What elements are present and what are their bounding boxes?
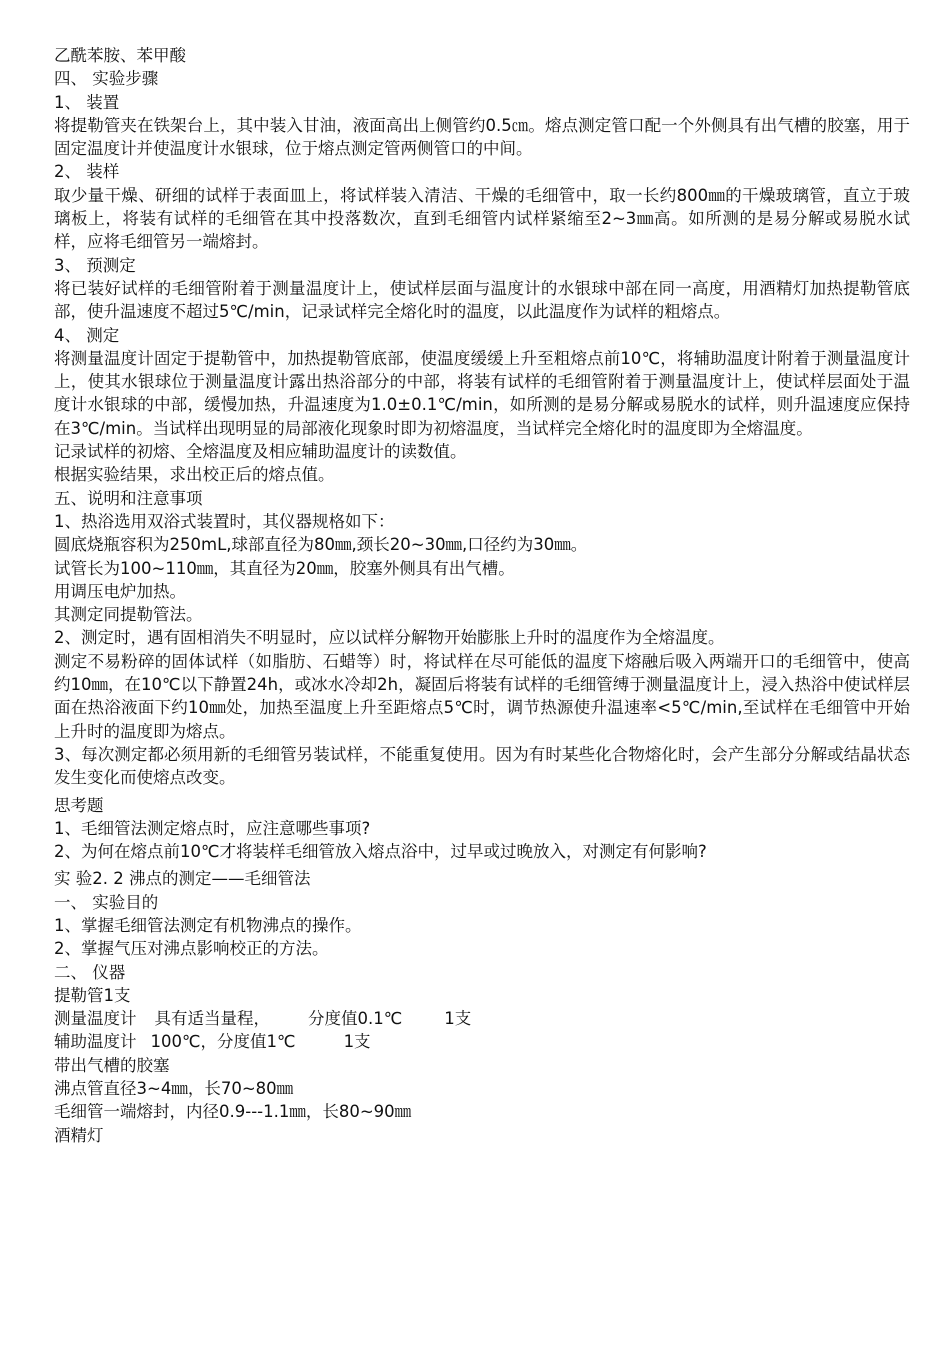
line-flask-spec: 圆底烧瓶容积为250mL,球部直径为80㎜,颈长20~30㎜,口径约为30㎜。 — [54, 535, 588, 555]
heading-procedure: 四、 实验步骤 — [54, 69, 159, 89]
heading-objectives: 一、 实验目的 — [54, 892, 159, 912]
subheading-measurement: 4、 测定 — [54, 325, 120, 345]
instrument-capillary: 毛细管一端熔封，内径0.9---1.1㎜，长80~90㎜ — [54, 1102, 412, 1122]
subheading-sample-loading: 2、 装样 — [54, 162, 120, 182]
instrument-spec: 100℃，分度值1℃ — [150, 1032, 296, 1052]
heading-instruments: 二、 仪器 — [54, 962, 126, 982]
heading-notes: 五、说明和注意事项 — [54, 488, 203, 508]
question-2: 2、为何在熔点前10℃才将装样毛细管放入熔点浴中，过早或过晚放入，对测定有何影响? — [54, 842, 707, 862]
instrument-range: 具有适当量程， — [154, 1009, 270, 1029]
document-page — [54, 44, 910, 1147]
paragraph-apparatus: 将提勒管夹在铁架台上，其中装入甘油，液面高出上侧管约0.5㎝。熔点测定管口配一个外侧具有出气槽的胶塞，用于固定温度计并使温度计水银球，位于熔点测定管两侧管口的中间。 — [54, 115, 910, 159]
instrument-quantity: 1支 — [444, 1009, 472, 1029]
question-1: 1、毛细管法测定熔点时，应注意哪些事项? — [54, 818, 371, 838]
instrument-name: 测量温度计 — [54, 1009, 137, 1029]
heading-questions: 思考题 — [54, 795, 104, 815]
experiment-title: 实 验2. 2 沸点的测定——毛细管法 — [54, 869, 311, 889]
instrument-auxiliary-thermometer — [54, 1030, 910, 1053]
line-record-readings: 记录试样的初熔、全熔温度及相应辅助温度计的读数值。 — [54, 442, 467, 462]
objective-1: 1、掌握毛细管法测定有机物沸点的操作。 — [54, 915, 362, 935]
line-reagents: 乙酰苯胺、苯甲酸 — [54, 46, 186, 65]
paragraph-hard-samples: 测定不易粉碎的固体试样（如脂肪、石蜡等）时，将试样在尽可能低的温度下熔融后吸入两端开口的毛细管中，使高约10㎜，在10℃以下静置24h，或冰水冷却2h，凝固后将装有试样的毛细管缚于测量温度计上，浸入热浴中使试样层面在热浴液面下约10㎜处，加热至温度上升至距熔点5℃时，调节热源使升温速率<5℃/min,至试样在毛细管中开始上升时的温度即为熔点。 — [54, 651, 910, 741]
instrument-name: 辅助温度计 — [54, 1032, 137, 1052]
instrument-measuring-thermometer — [54, 1007, 910, 1030]
line-note-2: 2、测定时，遇有固相消失不明显时，应以试样分解物开始膨胀上升时的温度作为全熔温度。 — [54, 628, 725, 648]
instrument-division: 分度值0.1℃ — [308, 1009, 403, 1029]
instrument-thiele-tube: 提勒管1支 — [54, 985, 131, 1005]
objective-2: 2、掌握气压对沸点影响校正的方法。 — [54, 939, 329, 959]
paragraph-sample-loading: 取少量干燥、研细的试样于表面皿上，将试样装入清洁、干燥的毛细管中，取一长约800㎜的干燥玻璃管，直立于玻璃板上，将装有试样的毛细管在其中投落数次，直到毛细管内试样紧缩至2~3㎜高。如所测的是易分解或易脱水试样，应将毛细管另一端熔封。 — [54, 185, 910, 252]
instrument-stopper: 带出气槽的胶塞 — [54, 1055, 170, 1075]
instrument-quantity: 1支 — [343, 1032, 371, 1052]
paragraph-note-3: 3、每次测定都必须用新的毛细管另装试样，不能重复使用。因为有时某些化合物熔化时，会产生部分分解或结晶状态发生变化而使熔点改变。 — [54, 744, 910, 788]
subheading-apparatus: 1、 装置 — [54, 92, 120, 112]
instrument-boiling-tube: 沸点管直径3~4㎜，长70~80㎜ — [54, 1079, 294, 1099]
line-same-method: 其测定同提勒管法。 — [54, 605, 203, 625]
subheading-pre-measurement: 3、 预测定 — [54, 255, 136, 275]
line-heating: 用调压电炉加热。 — [54, 581, 186, 601]
line-tube-spec: 试管长为100~110㎜，其直径为20㎜，胶塞外侧具有出气槽。 — [54, 558, 515, 578]
paragraph-pre-measurement: 将已装好试样的毛细管附着于测量温度计上，使试样层面与温度计的水银球中部在同一高度，用酒精灯加热提勒管底部，使升温速度不超过5℃/min，记录试样完全熔化时的温度，以此温度作为试样的粗熔点。 — [54, 278, 910, 322]
line-corrected-value: 根据实验结果，求出校正后的熔点值。 — [54, 465, 335, 485]
instrument-alcohol-lamp: 酒精灯 — [54, 1125, 104, 1145]
line-note-1: 1、热浴选用双浴式装置时，其仪器规格如下： — [54, 511, 395, 531]
paragraph-measurement: 将测量温度计固定于提勒管中，加热提勒管底部，使温度缓缓上升至粗熔点前10℃，将辅助温度计附着于测量温度计上，使其水银球位于测量温度计露出热浴部分的中部，将装有试样的毛细管附着于测量温度计上，使试样层面处于温度计水银球的中部，缓慢加热，升温速度为1.0±0.1℃/min，如所测的是易分解或易脱水的试样，则升温速度应保持在3℃/min。当试样出现明显的局部液化现象时即为初熔温度，当试样完全熔化时的温度即为全熔温度。 — [54, 348, 910, 438]
